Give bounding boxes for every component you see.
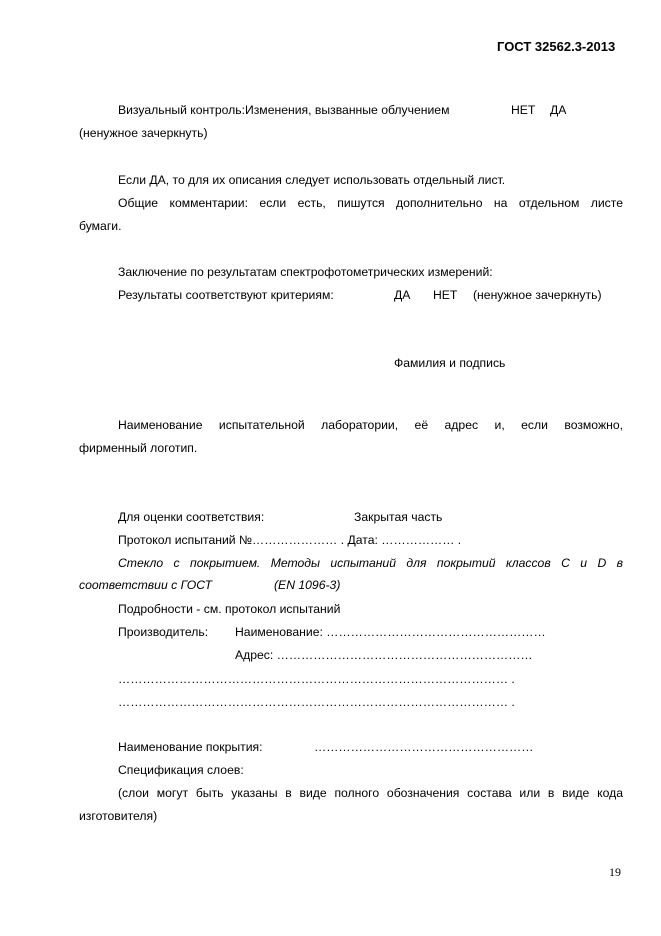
conclusion-title: Заключение по результатам спектрофотометрических измерений: <box>118 265 493 279</box>
conclusion-option-yes: ДА <box>394 288 411 302</box>
coating-name-label: Наименование покрытия: <box>118 740 263 754</box>
description-line-1: Если ДА, то для их описания следует использовать отдельный лист. <box>118 173 506 187</box>
comments-line-1: Общие комментарии: если есть, пишутся дополнительно на отдельном листе <box>118 196 623 210</box>
coating-name-dots: ……………………………………………… <box>314 740 534 754</box>
manufacturer-label: Производитель: <box>118 625 209 639</box>
test-title-line-2b: (EN 1096-3) <box>274 578 341 592</box>
blank-dotted-line-1: …………………………………………………………………………………… . <box>118 672 515 686</box>
manufacturer-address-field: Адрес: ……………………………………………………… <box>235 648 533 662</box>
signature-label: Фамилия и подпись <box>394 356 506 370</box>
visual-strike-note: (ненужное зачеркнуть) <box>79 126 208 140</box>
conclusion-label: Результаты соответствуют критериям: <box>118 288 334 302</box>
blank-dotted-line-2: …………………………………………………………………………………… . <box>118 695 515 709</box>
assessment-label: Для оценки соответствия: <box>118 510 265 524</box>
test-title-line-2a: соответствии с ГОСТ <box>79 578 213 592</box>
standard-number: ГОСТ 32562.3-2013 <box>497 39 616 54</box>
comments-line-2: бумаги. <box>79 219 122 233</box>
visual-option-yes: ДА <box>550 103 567 117</box>
conclusion-strike-note: (ненужное зачеркнуть) <box>473 288 602 302</box>
closed-part-label: Закрытая часть <box>354 510 443 524</box>
layers-note-line-2: изготовителя) <box>79 809 158 823</box>
layers-note-line-1: (слои могут быть указаны в виде полного обозначения состава или в виде кода <box>118 786 623 800</box>
details-line: Подробности - см. протокол испытаний <box>118 602 341 616</box>
test-title-line-1: Стекло с покрытием. Методы испытаний для покрытий классов C и D в <box>118 556 623 570</box>
page-number: 19 <box>609 865 621 879</box>
lab-line-2: фирменный логотип. <box>79 441 198 455</box>
visual-option-no: НЕТ <box>511 103 536 117</box>
manufacturer-name-field: Наименование: ……………………………………………… <box>235 625 546 639</box>
layers-spec-label: Спецификация слоев: <box>118 763 244 777</box>
protocol-line: Протокол испытаний №………………… . Дата: ……………… . <box>118 533 462 547</box>
visual-control-label: Визуальный контроль:Изменения, вызванные облучением <box>118 103 450 117</box>
lab-line-1: Наименование испытательной лаборатории, её адрес и, если возможно, <box>118 418 623 432</box>
conclusion-option-no: НЕТ <box>433 288 458 302</box>
